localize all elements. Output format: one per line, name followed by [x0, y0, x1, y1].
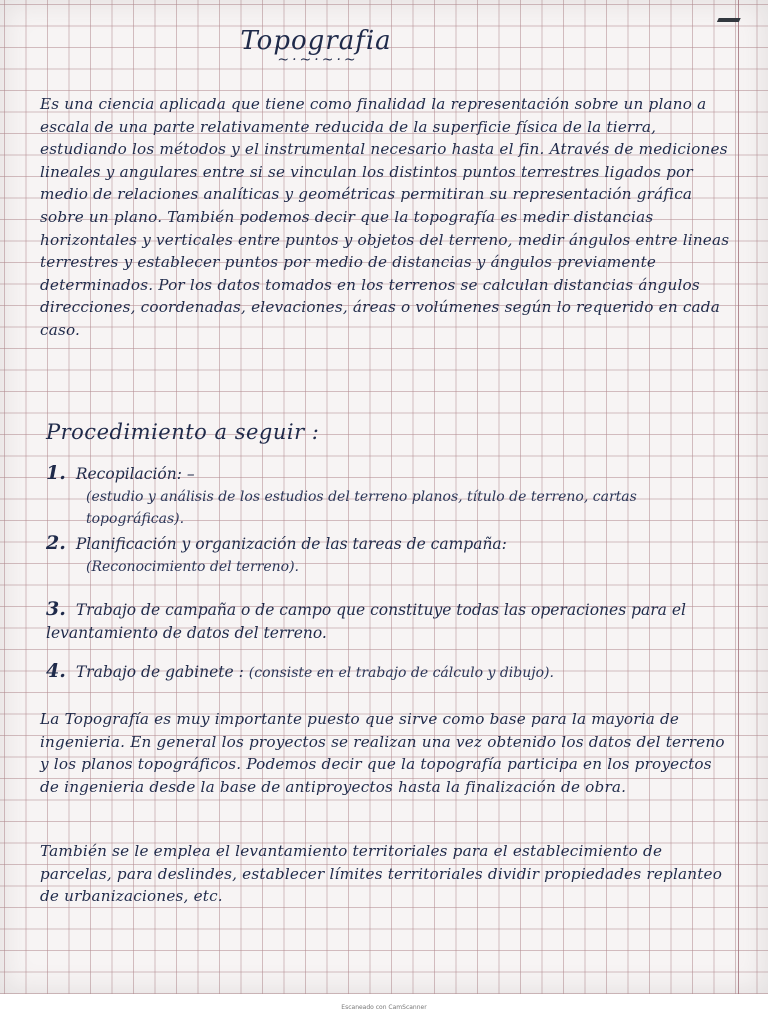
- step-title: Trabajo de campaña o de campo que constituye todas las operaciones para el levantamiento de datos del terreno.: [46, 601, 686, 642]
- step-number: 3.: [46, 598, 66, 620]
- title-underline-ornament: ~·~·~·~: [277, 52, 359, 68]
- step-title: Trabajo de gabinete :: [75, 663, 244, 681]
- closing-paragraph-2: También se le emplea el levantamiento territoriales para el establecimiento de parcelas, para deslindes, establecer límites territoriales dividir propiedades replanteo de urbanizaciones, etc.: [40, 842, 723, 906]
- closing-paragraph-1: La Topografía es muy importante puesto que sirve como base para la mayoria de ingenieria. En general los proyectos se realizan una vez obtenido los datos del terreno y los planos topográficos. Podemos decir que la topografía participa en los proyectos de ingenieria desde la base de antiproyectos hasta la finalización de obra.: [40, 710, 725, 796]
- page-title: Topografia: [240, 26, 392, 56]
- scanner-watermark: Escaneado con CamScanner: [341, 1004, 427, 1011]
- procedure-heading: Procedimiento a seguir :: [46, 420, 320, 444]
- step-number: 1.: [46, 462, 66, 484]
- step-title: Planificación y organización de las tareas de campaña:: [75, 535, 507, 553]
- step-3: [46, 598, 726, 644]
- margin-line: [738, 0, 739, 994]
- step-detail: (estudio y análisis de los estudios del terreno planos, título de terreno, cartas topográficas).: [86, 488, 637, 528]
- intro-paragraph: Es una ciencia aplicada que tiene como finalidad la representación sobre un plano a escala de una parte relativamente reducida de la superficie física de la tierra, estudiando los métodos y el instrumental necesario hasta el fin. Através de mediciones lineales y angulares entre si se vinculan los distintos puntos terrestres ligados por medio de relaciones analíticas y geométricas permitiran su representación gráfica sobre un plano. También podemos decir que la topografía es medir distancias horizontales y verticales entre puntos y objetos del terreno, medir ángulos entre lineas terrestres y establecer puntos por medio de distancias y ángulos previamente determinados. Por los datos tomados en los terrenos se calculan distancias ángulos direcciones, coordenadas, elevaciones, áreas o volúmenes según lo requerido en cada caso.: [40, 95, 730, 339]
- step-detail: (Reconocimiento del terreno).: [86, 558, 299, 575]
- step-title: Recopilación: –: [75, 465, 195, 483]
- step-number: 4.: [46, 660, 66, 682]
- step-4: [46, 660, 726, 685]
- step-2: [46, 532, 726, 578]
- step-1: [46, 462, 726, 531]
- binder-clip-mark: [717, 0, 749, 22]
- step-number: 2.: [46, 532, 66, 554]
- step-detail: (consiste en el trabajo de cálculo y dibujo).: [248, 665, 554, 681]
